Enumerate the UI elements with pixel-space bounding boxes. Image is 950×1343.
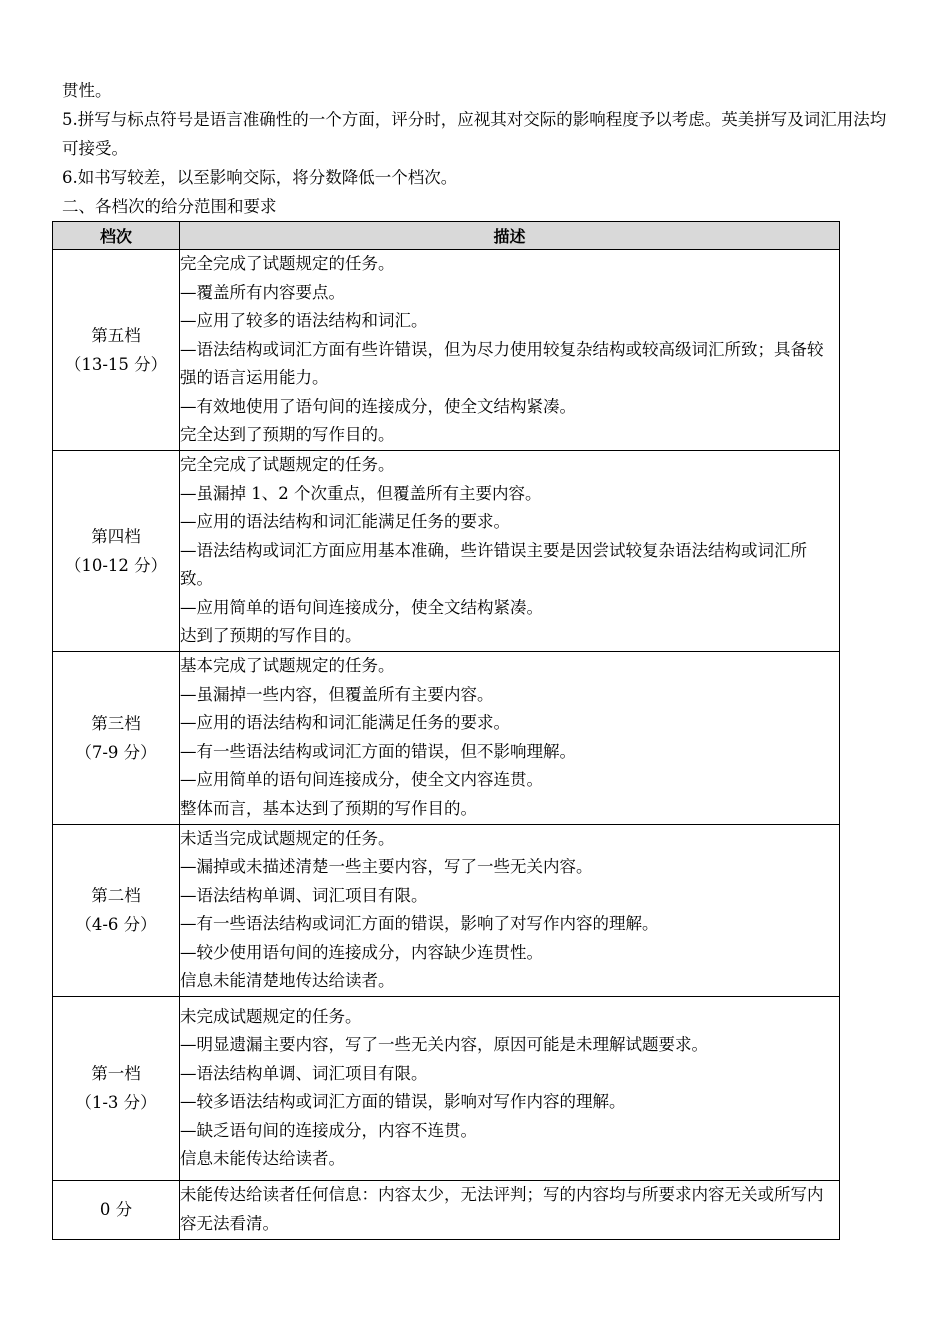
description-line: —漏掉或未描述清楚一些主要内容，写了一些无关内容。 [180,857,593,876]
description-line: 达到了预期的写作目的。 [180,626,362,645]
level-range: （7-9 分） [75,742,157,762]
intro-line-1: 贯性。 [62,81,112,100]
table-row [53,651,840,824]
description-line: —覆盖所有内容要点。 [180,282,345,302]
description-cell [180,451,840,652]
description-line: —应用了较多的语法结构和词汇。 [180,311,428,331]
section-heading: 二、各档次的给分范围和要求 [62,197,277,216]
level-name: 第二档 [91,886,141,905]
description-line: —应用的语法结构和词汇能满足任务的要求。 [180,713,510,732]
table-row [53,1180,840,1239]
table-header-row [53,222,840,250]
level-cell [53,1180,180,1239]
header-description: 描述 [180,222,840,250]
description-line: 未完成试题规定的任务。 [180,1006,362,1026]
description-line: —有一些语法结构或词汇方面的错误，影响了对写作内容的理解。 [180,914,659,933]
level-range: （13-15 分） [64,355,168,374]
level-range: （4-6 分） [75,915,157,934]
description-line: 整体而言，基本达到了预期的写作目的。 [180,798,477,818]
description-line: 信息未能清楚地传达给读者。 [180,971,395,990]
description-line: —语法结构或词汇方面应用基本准确，些许错误主要是因尝试较复杂语法结构或词汇所致。 [180,540,807,588]
description-line: —语法结构或词汇方面有些许错误，但为尽力使用较复杂结构或较高级词汇所致；具备较强的语言运用能力。 [180,339,824,388]
description-line: 基本完成了试题规定的任务。 [180,656,395,675]
level-name: 0 分 [99,1200,133,1219]
description-line: 信息未能传达给读者。 [180,1149,345,1168]
description-line: 完全达到了预期的写作目的。 [180,425,395,445]
grading-table [52,221,840,1240]
description-line: —较多语法结构或词汇方面的错误，影响对写作内容的理解。 [180,1092,626,1111]
level-cell [53,651,180,824]
description-cell [180,651,840,824]
table-row [53,996,840,1180]
description-cell [180,824,840,996]
table-row [53,824,840,996]
description-cell [180,250,840,451]
description-line: —应用的语法结构和词汇能满足任务的要求。 [180,512,510,531]
table-row [53,250,840,451]
description-line: —语法结构单调、词汇项目有限。 [180,885,428,905]
description-line: 未能传达给读者任何信息：内容太少，无法评判；写的内容均与所要求内容无关或所写内容无法看清。 [180,1185,824,1233]
description-line: —应用简单的语句间连接成分，使全文结构紧凑。 [180,597,543,617]
description-line: —较少使用语句间的连接成分，内容缺少连贯性。 [180,942,543,962]
description-line: —应用简单的语句间连接成分，使全文内容连贯。 [180,770,543,789]
level-name: 第一档 [91,1064,141,1083]
description-line: 未适当完成试题规定的任务。 [180,828,395,848]
level-cell [53,250,180,451]
level-cell [53,824,180,996]
description-line: —虽漏掉一些内容，但覆盖所有主要内容。 [180,684,494,704]
intro-line-3: 6.如书写较差，以至影响交际，将分数降低一个档次。 [62,168,458,187]
description-line: 完全完成了试题规定的任务。 [180,254,395,274]
description-line: —有一些语法结构或词汇方面的错误，但不影响理解。 [180,741,576,761]
intro-text [62,76,892,221]
level-range: （1-3 分） [75,1093,157,1112]
table-row [53,451,840,652]
header-level: 档次 [53,222,180,250]
description-cell [180,996,840,1180]
description-line: —语法结构单调、词汇项目有限。 [180,1063,428,1083]
level-name: 第四档 [91,526,141,546]
description-line: —明显遗漏主要内容，写了一些无关内容，原因可能是未理解试题要求。 [180,1035,708,1054]
description-line: —缺乏语句间的连接成分，内容不连贯。 [180,1120,477,1140]
level-name: 第五档 [91,326,141,345]
level-name: 第三档 [91,713,141,733]
intro-line-2: 5.拼写与标点符号是语言准确性的一个方面，评分时，应视其对交际的影响程度予以考虑。英美拼写及词汇用法均可接受。 [62,110,887,158]
description-line: —有效地使用了语句间的连接成分，使全文结构紧凑。 [180,396,576,416]
description-line: —虽漏掉 1、2 个次重点，但覆盖所有主要内容。 [180,483,542,503]
description-line: 完全完成了试题规定的任务。 [180,455,395,474]
level-range: （10-12 分） [64,555,168,575]
description-cell [180,1180,840,1239]
level-cell [53,996,180,1180]
level-cell [53,451,180,652]
